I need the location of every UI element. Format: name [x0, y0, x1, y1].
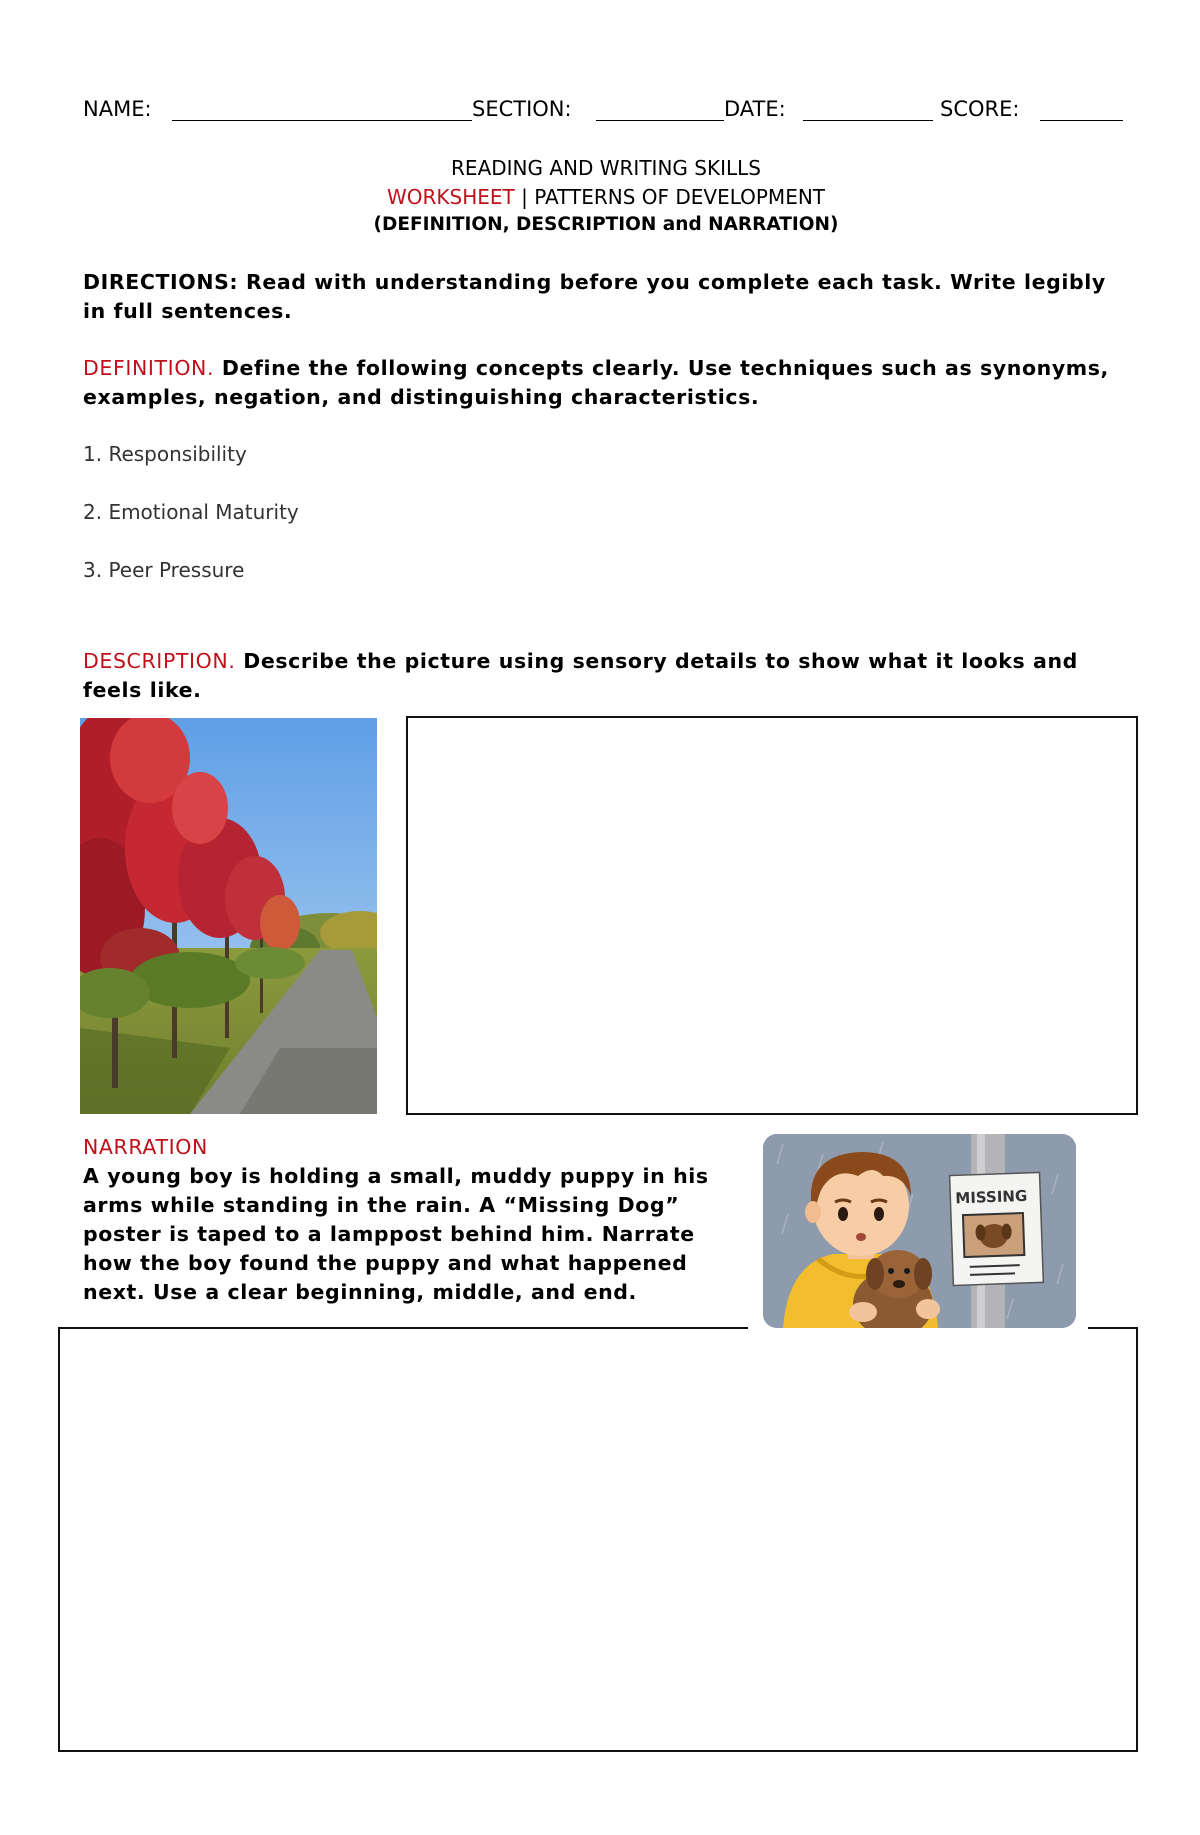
- score-field[interactable]: [1040, 97, 1123, 121]
- course-title: READING AND WRITING SKILLS: [451, 156, 761, 180]
- poster-missing-text: MISSING: [955, 1186, 1028, 1208]
- date-field[interactable]: [803, 97, 933, 121]
- narration-heading-block: [83, 1133, 723, 1162]
- worksheet-subtitle: (DEFINITION, DESCRIPTION and NARRATION): [373, 214, 839, 235]
- definition-item-3: 3. Peer Pressure: [83, 558, 245, 582]
- description-heading: DESCRIPTION.: [83, 649, 236, 673]
- narration-answer-box[interactable]: [58, 1327, 1138, 1752]
- definition-item-2: 2. Emotional Maturity: [83, 500, 299, 524]
- description-text: Describe the picture using sensory details to show what it looks and feels like.: [83, 649, 1078, 702]
- definition-item-1: 1. Responsibility: [83, 442, 247, 466]
- score-label: SCORE:: [940, 97, 1020, 121]
- boy-puppy-illustration: [763, 1134, 1076, 1328]
- directions-text: DIRECTIONS: Read with understanding before you complete each task. Write legibly in full sentences.: [83, 270, 1106, 323]
- definition-text: Define the following concepts clearly. Use techniques such as synonyms, examples, negation, and distinguishing characteristics.: [83, 356, 1109, 409]
- section-label: SECTION:: [472, 97, 572, 121]
- narration-heading: NARRATION: [83, 1135, 208, 1159]
- definition-instructions: [83, 354, 1133, 412]
- name-field[interactable]: [172, 97, 472, 121]
- worksheet-title: [0, 185, 1200, 209]
- definition-heading: DEFINITION.: [83, 356, 215, 380]
- section-field[interactable]: [596, 97, 724, 121]
- worksheet-label: WORKSHEET: [386, 185, 515, 209]
- autumn-path-photo: [80, 718, 377, 1114]
- description-answer-box[interactable]: [406, 716, 1138, 1115]
- name-label: NAME:: [83, 97, 152, 121]
- date-label: DATE:: [724, 97, 786, 121]
- description-instructions: [83, 647, 1133, 705]
- title-separator: |: [514, 185, 535, 209]
- patterns-label: PATTERNS OF DEVELOPMENT: [534, 185, 826, 209]
- narration-text: A young boy is holding a small, muddy puppy in his arms while standing in the rain. A “Missing Dog” poster is taped to a lamppost behind him. Narrate how the boy found the puppy and what happened next. Use a clear beginning, middle, and end.: [83, 1164, 709, 1304]
